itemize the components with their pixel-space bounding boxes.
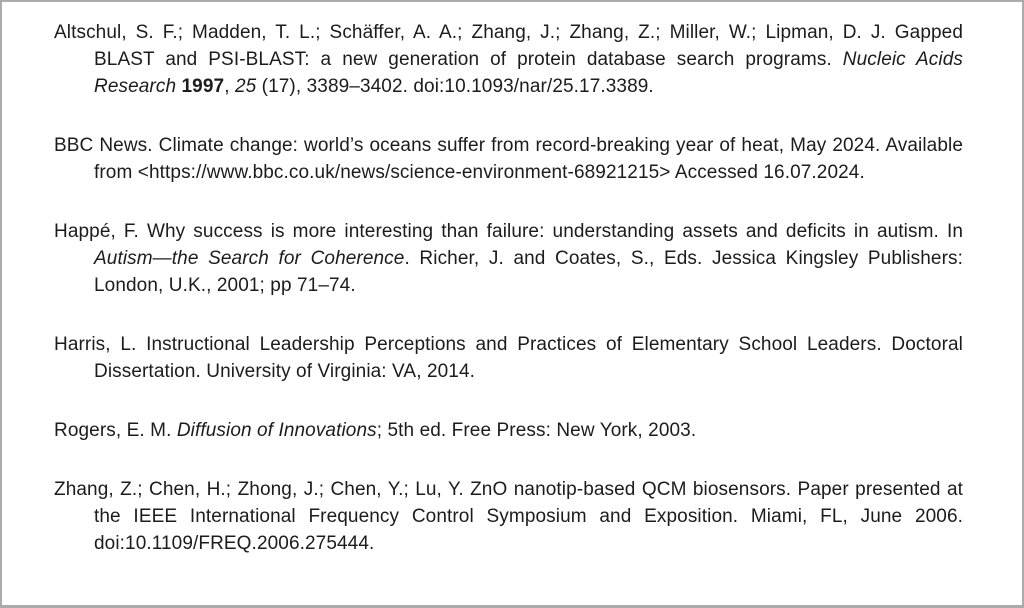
reference-text-run: . Richer, J. and Coates, S., Eds. Jessica Kingsley Publishers: London, U.K., 2001; pp 71–74.	[94, 248, 963, 296]
reference-entry	[54, 331, 963, 385]
reference-entry	[54, 476, 963, 557]
reference-text-run: Happé, F. Why success is more interesting than failure: understanding assets and deficits in autism. In	[54, 221, 963, 242]
reference-entry	[54, 417, 963, 444]
reference-text-run: Altschul, S. F.; Madden, T. L.; Schäffer, A. A.; Zhang, J.; Zhang, Z.; Miller, W.; Lipman, D. J. Gapped BLAST and PSI-BLAST: a new generation of protein database search programs.	[54, 22, 963, 70]
reference-text-run: Autism—the Search for Coherence	[94, 248, 405, 269]
reference-text-run: ,	[224, 76, 235, 97]
reference-text-run: 1997	[181, 76, 225, 97]
reference-entry	[54, 218, 963, 299]
reference-text-run: Nucleic Acids Research	[94, 49, 963, 97]
reference-text-run: (17), 3389–3402. doi:10.1093/nar/25.17.3389.	[256, 76, 654, 97]
reference-entry	[54, 132, 963, 186]
reference-text-run: Harris, L. Instructional Leadership Perceptions and Practices of Elementary School Leaders. Doctoral Dissertation. University of Virginia: VA, 2014.	[54, 334, 963, 382]
reference-text-run: BBC News. Climate change: world’s oceans suffer from record-breaking year of heat, May 2024. Available from <https://www.bbc.co.uk/news/science-environment-68921215> Accessed 16.07.2024.	[54, 135, 963, 183]
reference-text-run: Zhang, Z.; Chen, H.; Zhong, J.; Chen, Y.; Lu, Y. ZnO nanotip-based QCM biosensors. Paper presented at the IEEE International Frequency Control Symposium and Exposition. Miami, FL, June 2006. doi:10.1109/FREQ.2006.275444.	[54, 479, 963, 554]
reference-list	[2, 2, 1022, 557]
reference-text-run: Diffusion of Innovations	[176, 420, 377, 441]
reference-text-run: 25	[234, 76, 257, 97]
reference-entry	[54, 19, 963, 100]
reference-text-run: ; 5th ed. Free Press: New York, 2003.	[376, 420, 697, 441]
reference-text-run: Rogers, E. M.	[54, 420, 177, 441]
